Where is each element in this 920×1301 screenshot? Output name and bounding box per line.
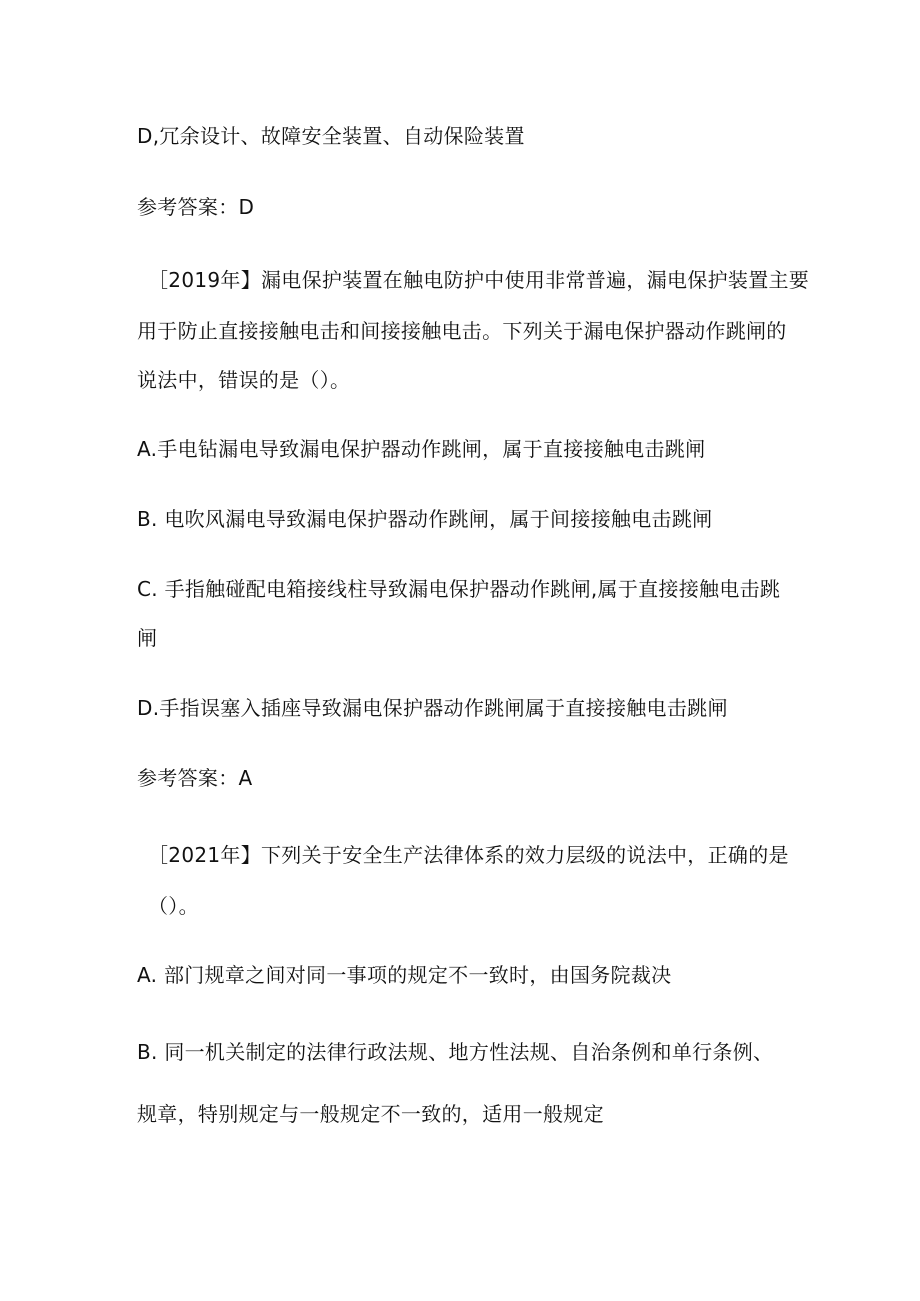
question-text: 用于防止直接接触电击和间接接触电击。下列关于漏电保护器动作跳闸的 <box>137 319 787 343</box>
question-text: （）。 <box>148 894 199 918</box>
option-b-text: B. 同一机关制定的法律行政法规、地方性法规、自治条例和单行条例、 <box>137 1040 774 1064</box>
option-d-text: D,冗余设计、故障安全装置、自动保险装置 <box>137 124 525 148</box>
answer-text: 参考答案：D <box>137 195 255 219</box>
question-text: ［2019年】漏电保护装置在触电防护中使用非常普遍，漏电保护装置主要 <box>148 268 810 292</box>
option-d-text: D.手指误塞入插座导致漏电保护器动作跳闸属于直接接触电击跳闸 <box>137 696 728 720</box>
answer-text: 参考答案：A <box>137 766 253 790</box>
question-text: 说法中，错误的是（）。 <box>137 368 351 392</box>
question-text: ［2021年】下列关于安全生产法律体系的效力层级的说法中，正确的是 <box>148 843 789 867</box>
option-c-text: C. 手指触碰配电箱接线柱导致漏电保护器动作跳闸,属于直接接触电击跳 <box>137 577 781 601</box>
option-a-text: A. 部门规章之间对同一事项的规定不一致时，由国务院裁决 <box>137 963 672 987</box>
option-b-text-continued: 规章，特别规定与一般规定不一致的，适用一般规定 <box>137 1102 604 1126</box>
option-c-text-continued: 闸 <box>137 626 158 650</box>
option-b-text: B. 电吹风漏电导致漏电保护器动作跳闸，属于间接接触电击跳闸 <box>137 507 713 531</box>
option-a-text: A.手电钻漏电导致漏电保护器动作跳闸，属于直接接触电击跳闸 <box>137 437 706 461</box>
